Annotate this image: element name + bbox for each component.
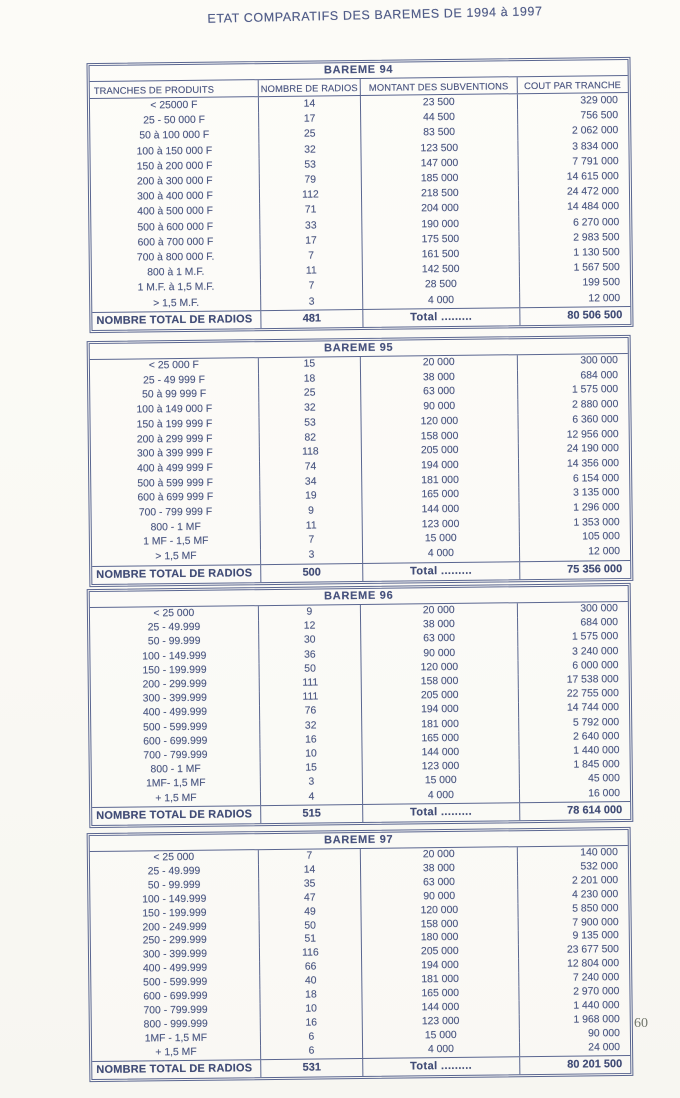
cout-cell: 12 804 000 (518, 957, 630, 972)
montant-cell: 4 000 (362, 546, 519, 562)
radios-cell: 49 (258, 905, 360, 920)
tranche-cell: 700 - 799.999 (143, 1004, 208, 1017)
montant-cell: 20 000 (360, 603, 517, 619)
tranche-cell: 600 à 700 000 F (137, 236, 214, 249)
cout-cell: 1 845 000 (518, 758, 630, 773)
tranche-cell: 600 à 699 999 F (137, 491, 214, 504)
tranche-cell: > 1,5 MF (155, 551, 197, 563)
radios-cell: 15 (259, 761, 361, 776)
total-radios-value: 500 (260, 564, 362, 582)
radios-cell: 17 (259, 233, 361, 249)
montant-cell: 147 000 (361, 155, 518, 172)
montant-cell: 158 000 (361, 674, 518, 690)
radios-cell: 25 (258, 126, 360, 142)
tranche-cell: 400 - 499.999 (142, 707, 208, 719)
radios-cell: 11 (260, 519, 362, 535)
cout-cell: 532 000 (517, 860, 629, 875)
total-radios-value: 531 (260, 1059, 362, 1077)
montant-cell: 180 000 (361, 931, 518, 947)
montant-cell: 15 000 (362, 532, 519, 548)
tranche-cell: 800 - 1 MF (150, 521, 201, 534)
montant-cell: 90 000 (360, 399, 517, 415)
radios-cell: 32 (258, 401, 360, 417)
tranche-cell: 500 - 599.999 (143, 976, 208, 989)
tranche-cell: < 25000 F (150, 99, 198, 112)
radios-cell: 32 (259, 719, 361, 734)
radios-cell: 18 (259, 988, 361, 1003)
tranche-cell: > 1,5 M.F. (153, 297, 200, 309)
total-radios-label: NOMBRE TOTAL DE RADIOS (96, 567, 253, 581)
montant-cell: 44 500 (360, 109, 517, 126)
column-header-cout: COUT PAR TRANCHE (516, 76, 628, 93)
cout-cell: 684 000 (517, 616, 629, 631)
tranche-cell: 300 - 399.999 (142, 949, 208, 961)
montant-cell: 28 500 (362, 277, 519, 294)
montant-cell: 15 000 (362, 1028, 519, 1044)
radios-cell: 30 (258, 633, 360, 648)
cout-cell: 6 360 000 (517, 413, 629, 429)
montant-cell: 165 000 (361, 731, 518, 747)
montant-cell: 63 000 (360, 632, 517, 648)
montant-cell: 120 000 (361, 660, 518, 676)
tranche-cell: 800 à 1 M.F. (147, 267, 205, 279)
radios-cell: 32 (258, 142, 360, 158)
total-amount-value: 78 614 000 (519, 802, 631, 820)
tranche-cell: 600 - 699.999 (143, 735, 208, 748)
montant-cell: 90 000 (360, 889, 517, 905)
radios-cell: 53 (258, 416, 360, 432)
total-radios-value: 481 (260, 310, 362, 328)
radios-cell: 9 (259, 504, 361, 520)
table-title: BAREME 94 (90, 60, 628, 82)
cout-cell: 90 000 (518, 1027, 630, 1042)
montant-cell: 144 000 (362, 502, 519, 518)
radios-cell: 111 (259, 690, 361, 705)
radios-cell: 66 (259, 960, 361, 975)
radios-cell: 12 (258, 619, 360, 634)
radios-cell: 34 (259, 475, 361, 491)
radios-cell: 7 (258, 849, 360, 864)
tranche-cell: 25 - 49 999 F (143, 374, 205, 387)
radios-cell: 10 (259, 1002, 361, 1017)
montant-cell: 181 000 (361, 473, 518, 489)
tranche-cell: < 25 000 (153, 607, 195, 620)
tranche-cell: 200 - 249.999 (142, 921, 207, 933)
montant-cell: 83 500 (360, 125, 517, 142)
cout-cell: 684 000 (517, 369, 629, 385)
tranche-cell: 150 - 199.999 (142, 907, 207, 920)
radios-cell: 14 (258, 863, 360, 878)
total-amount-value: 80 506 500 (519, 307, 631, 325)
montant-cell: 38 000 (360, 861, 517, 877)
cout-cell: 2 640 000 (518, 730, 630, 745)
radios-cell: 82 (259, 431, 361, 447)
cout-cell: 23 677 500 (518, 943, 630, 958)
cout-cell: 12 000 (519, 291, 631, 307)
radios-cell: 16 (259, 733, 361, 748)
montant-cell: 194 000 (361, 958, 518, 974)
radios-cell: 36 (258, 648, 360, 663)
radios-cell: 7 (260, 278, 362, 294)
montant-cell: 158 000 (361, 917, 518, 933)
cout-cell: 199 500 (519, 275, 631, 291)
tranche-cell: 100 à 149 000 F (136, 403, 213, 416)
cout-cell: 14 356 000 (518, 457, 630, 473)
radios-cell: 17 (258, 111, 360, 127)
cout-cell: 1 353 000 (518, 516, 630, 532)
radios-cell: 18 (258, 372, 360, 388)
cout-cell: 24 472 000 (518, 184, 630, 200)
cout-cell: 24 000 (519, 1041, 631, 1056)
montant-cell: 194 000 (361, 458, 518, 474)
montant-cell: 142 500 (362, 261, 519, 278)
total-radios-label: NOMBRE TOTAL DE RADIOS (96, 808, 253, 822)
montant-cell: 165 000 (361, 488, 518, 504)
montant-cell: 165 000 (361, 986, 518, 1002)
cout-cell: 7 240 000 (518, 971, 630, 986)
radios-cell: 7 (260, 533, 362, 549)
column-header-subventions: MONTANT DES SUBVENTIONS (360, 77, 517, 95)
tranche-cell: 600 - 699.999 (143, 990, 208, 1003)
cout-cell: 3 834 000 (517, 139, 629, 155)
tranche-cell: 50 - 99.999 (147, 879, 201, 892)
total-label: Total ......... (362, 1057, 519, 1076)
cout-cell: 12 956 000 (517, 427, 629, 443)
radios-cell: 19 (259, 489, 361, 505)
cout-cell: 14 484 000 (518, 199, 630, 215)
radios-cell: 4 (260, 790, 362, 805)
cout-cell: 1 130 500 (518, 245, 630, 261)
cout-cell: 140 000 (516, 846, 628, 861)
cout-cell: 329 000 (516, 93, 628, 109)
montant-cell: 120 000 (360, 903, 517, 919)
cout-cell: 3 135 000 (518, 486, 630, 502)
radios-cell: 71 (259, 202, 361, 218)
tranche-cell: 400 à 500 000 F (137, 206, 214, 218)
radios-cell: 33 (259, 218, 361, 234)
total-label: Total ......... (362, 562, 519, 581)
tranche-cell: 200 - 299.999 (142, 678, 207, 691)
radios-cell: 15 (258, 357, 360, 373)
cout-cell: 6 154 000 (518, 472, 630, 488)
total-label: Total ......... (362, 308, 519, 327)
cout-cell: 1 968 000 (518, 1013, 630, 1028)
radios-cell: 50 (258, 662, 360, 677)
tranche-cell: 300 à 399 999 F (136, 447, 213, 460)
cout-cell: 2 983 500 (518, 230, 630, 246)
tranche-cell: 100 - 149.999 (142, 650, 207, 663)
table-title: BAREME 96 (90, 586, 628, 608)
radios-cell: 40 (259, 974, 361, 989)
cout-cell: 1 575 000 (517, 630, 629, 645)
cout-cell: 7 791 000 (517, 154, 629, 170)
tranche-cell: 25 - 49.999 (147, 622, 201, 634)
cout-cell: 2 880 000 (517, 398, 629, 414)
cout-cell: 17 538 000 (517, 673, 629, 688)
bareme-96-table (87, 583, 634, 828)
radios-cell: 79 (259, 172, 361, 188)
radios-cell: 6 (260, 1044, 362, 1059)
tranche-cell: 25 - 50 000 F (143, 114, 206, 127)
total-radios-label: NOMBRE TOTAL DE RADIOS (96, 313, 253, 327)
tranche-cell: 500 à 600 000 F (137, 221, 214, 234)
tranche-cell: 300 - 399.999 (142, 692, 207, 705)
cout-cell: 9 135 000 (517, 929, 629, 944)
tranche-cell: 1MF- 1,5 MF (146, 778, 206, 790)
radios-cell: 35 (258, 877, 360, 892)
radios-cell: 116 (259, 946, 361, 961)
cout-cell: 2 062 000 (517, 123, 629, 139)
montant-cell: 20 000 (360, 355, 517, 371)
tranche-cell: + 1,5 MF (155, 1046, 197, 1059)
montant-cell: 181 000 (361, 972, 518, 988)
tranche-cell: + 1,5 MF (155, 792, 197, 804)
cout-cell: 14 744 000 (518, 701, 630, 716)
tranche-cell: 100 à 150 000 F (136, 145, 213, 158)
montant-cell: 4 000 (362, 292, 519, 309)
radios-cell: 74 (259, 460, 361, 476)
table-title: BAREME 95 (90, 338, 628, 360)
radios-cell: 111 (259, 676, 361, 691)
tranche-cell: 50 à 99 999 F (142, 389, 207, 401)
document-title: ETAT COMPARATIFS DES BAREMES DE 1994 à 1997 (207, 4, 543, 26)
radios-cell: 3 (260, 548, 362, 564)
radios-cell: 10 (259, 747, 361, 762)
bareme-94-table (86, 57, 633, 333)
montant-cell: 175 500 (361, 231, 518, 248)
cout-cell: 1 296 000 (518, 501, 630, 517)
radios-cell: 76 (259, 704, 361, 719)
cout-cell: 4 230 000 (517, 888, 629, 903)
cout-cell: 3 240 000 (517, 645, 629, 660)
tranche-cell: 150 à 200 000 F (136, 160, 213, 173)
cout-cell: 24 190 000 (517, 442, 629, 458)
radios-cell: 11 (260, 263, 362, 279)
montant-cell: 4 000 (362, 1042, 519, 1058)
cout-cell: 16 000 (519, 787, 631, 802)
cout-cell: 45 000 (518, 772, 630, 787)
cout-cell: 5 792 000 (518, 716, 630, 731)
tranche-cell: 1 M.F. à 1,5 M.F. (137, 282, 215, 294)
cout-cell: 756 500 (517, 108, 629, 124)
radios-cell: 6 (260, 1030, 362, 1045)
tranche-cell: 50 - 99.999 (147, 636, 201, 648)
tranche-cell: 200 à 299 999 F (136, 433, 213, 446)
montant-cell: 123 000 (362, 1014, 519, 1030)
montant-cell: 63 000 (360, 385, 517, 401)
cout-cell: 1 440 000 (518, 744, 630, 759)
montant-cell: 190 000 (361, 216, 518, 233)
radios-cell: 16 (260, 1016, 362, 1031)
cout-cell: 2 201 000 (517, 874, 629, 889)
bareme-97-table (87, 827, 634, 1082)
montant-cell: 194 000 (361, 703, 518, 719)
cout-cell: 1 567 500 (518, 260, 630, 276)
radios-cell: 14 (258, 96, 360, 112)
cout-cell: 1 575 000 (517, 383, 629, 399)
montant-cell: 38 000 (360, 370, 517, 386)
total-radios-value: 515 (260, 805, 362, 823)
cout-cell: 1 440 000 (518, 999, 630, 1014)
tranche-cell: 1MF - 1,5 MF (144, 1032, 208, 1045)
tranche-cell: 25 - 49.999 (147, 865, 201, 878)
tranche-cell: < 25 000 F (148, 359, 199, 372)
tranche-cell: < 25 000 (153, 851, 195, 864)
montant-cell: 205 000 (361, 688, 518, 704)
radios-cell: 9 (258, 605, 360, 620)
total-amount-value: 80 201 500 (519, 1056, 631, 1074)
cout-cell: 105 000 (518, 530, 630, 546)
montant-cell: 144 000 (362, 1000, 519, 1016)
column-header-radios: NOMBRE DE RADIOS (258, 79, 360, 96)
montant-cell: 20 000 (360, 847, 517, 863)
radios-cell: 112 (259, 187, 361, 203)
cout-cell: 5 850 000 (517, 902, 629, 917)
tranche-cell: 100 - 149.999 (142, 893, 207, 906)
tranche-cell: 50 à 100 000 F (139, 130, 210, 142)
column-header-tranches: TRANCHES DE PRODUITS (93, 83, 215, 97)
tranche-cell: 300 à 400 000 F (137, 190, 213, 203)
montant-cell: 158 000 (361, 429, 518, 445)
montant-cell: 90 000 (360, 646, 517, 662)
cout-cell: 6 270 000 (518, 215, 630, 231)
total-amount-value: 75 356 000 (519, 561, 631, 579)
tranche-cell: 500 - 599.999 (143, 721, 208, 734)
tranche-cell: 400 - 499.999 (142, 962, 208, 975)
montant-cell: 120 000 (361, 414, 518, 430)
montant-cell: 205 000 (361, 945, 518, 961)
montant-cell: 161 500 (362, 246, 519, 263)
radios-cell: 25 (258, 386, 360, 402)
montant-cell: 123 000 (362, 517, 519, 533)
tranche-cell: 500 à 599 999 F (137, 477, 214, 490)
montant-cell: 123 000 (362, 759, 519, 775)
radios-cell: 50 (258, 919, 360, 934)
tranche-cell: 250 - 299.999 (142, 935, 207, 947)
total-radios-label: NOMBRE TOTAL DE RADIOS (96, 1061, 253, 1076)
montant-cell: 204 000 (361, 201, 518, 218)
table-title: BAREME 97 (90, 830, 628, 852)
tranche-cell: 700 - 799 999 F (138, 506, 213, 519)
tranche-cell: 800 - 999.999 (143, 1018, 208, 1031)
radios-cell: 3 (260, 294, 362, 310)
tranche-cell: 150 à 199 999 F (136, 418, 213, 431)
tranche-cell: 700 à 800 000 F. (136, 251, 215, 264)
montant-cell: 4 000 (362, 788, 519, 804)
montant-cell: 38 000 (360, 617, 517, 633)
cout-cell: 2 970 000 (518, 985, 630, 1000)
montant-cell: 15 000 (362, 774, 519, 790)
cout-cell: 300 000 (516, 354, 628, 370)
montant-cell: 205 000 (361, 443, 518, 459)
bareme-95-table (87, 335, 634, 587)
tranche-cell: 1 MF - 1,5 MF (143, 536, 209, 548)
radios-cell: 7 (259, 248, 361, 264)
montant-cell: 181 000 (361, 717, 518, 733)
montant-cell: 185 000 (361, 170, 518, 187)
tranche-cell: 700 - 799.999 (143, 749, 208, 762)
montant-cell: 123 500 (360, 140, 517, 157)
montant-cell: 218 500 (361, 185, 518, 202)
radios-cell: 53 (258, 157, 360, 173)
cout-cell: 14 615 000 (517, 169, 629, 185)
cout-cell: 12 000 (519, 545, 631, 561)
radios-cell: 3 (260, 775, 362, 790)
tranche-cell: 400 à 499 999 F (137, 462, 213, 475)
radios-cell: 47 (258, 891, 360, 906)
montant-cell: 144 000 (362, 745, 519, 761)
montant-cell: 63 000 (360, 875, 517, 891)
cout-cell: 6 000 000 (517, 659, 629, 674)
tranche-cell: 800 - 1 MF (150, 764, 201, 776)
total-label: Total ......... (362, 803, 519, 822)
radios-cell: 51 (259, 932, 361, 947)
cout-cell: 7 900 000 (517, 915, 629, 930)
radios-cell: 118 (259, 445, 361, 461)
tranche-cell: 150 - 199.999 (142, 664, 207, 677)
cout-cell: 22 755 000 (517, 687, 629, 702)
tranche-cell: 200 à 300 000 F (136, 175, 213, 188)
montant-cell: 23 500 (360, 94, 517, 111)
cout-cell: 300 000 (516, 602, 628, 617)
page-number: 60 (634, 1016, 648, 1031)
